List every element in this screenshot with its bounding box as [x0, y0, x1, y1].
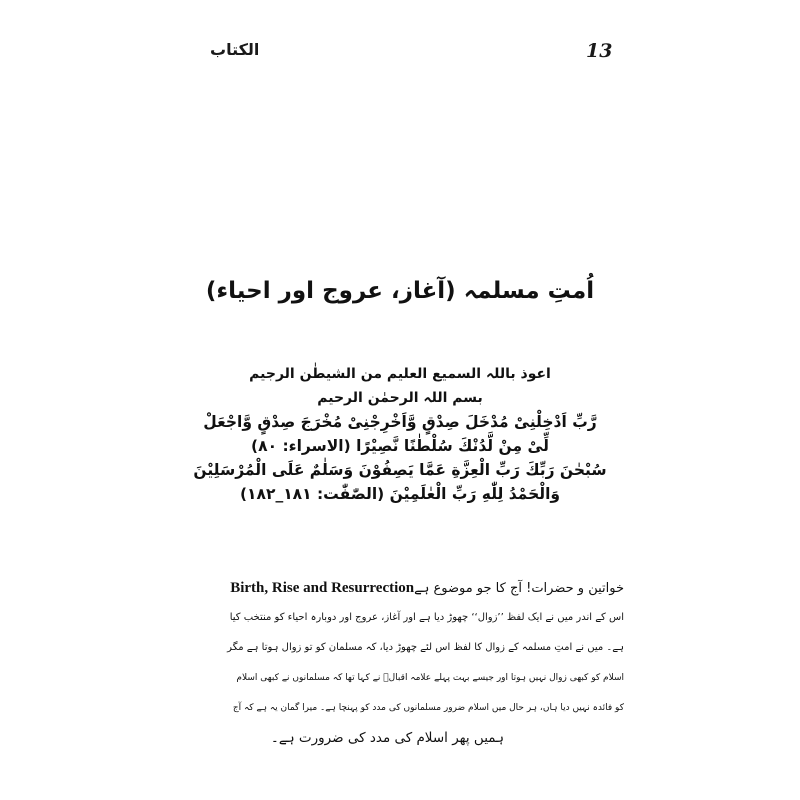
paragraph-line: اسلام کو کبھی زوال نہیں ہوتا اور جیسے بہت پہلے علامہ اقبالؒ نے کہا تھا کہ مسلمانوں نے کبھی اسلام	[236, 673, 624, 683]
paragraph-line: ہے۔ میں نے امتِ مسلمہ کے زوال کا لفظ اس لئے چھوڑ دیا، کہ مسلمان کو تو زوال ہوتا ہے مگر	[227, 642, 624, 653]
verse-line: لِّیْ مِنْ لَّدُنْكَ سُلْطٰنًا نَّصِیْرًا (الاسراء: ۸۰)	[251, 437, 549, 455]
page-number: 13	[586, 40, 613, 62]
taawwuz-line: اعوذ باللہ السمیع العلیم من الشیطٰن الرجیم	[249, 366, 551, 382]
intro-urdu: خواتین و حضرات! آج کا جو موضوع ہے	[414, 581, 624, 596]
paragraph-line: ہمیں پھر اسلام کی مدد کی ضرورت ہے۔	[270, 730, 504, 746]
intro-english-title: Birth, Rise and Resurrection	[230, 580, 415, 596]
verse-line: سُبْحٰنَ رَبِّكَ رَبِّ الْعِزَّةِ عَمَّا یَصِفُوْنَ وَسَلٰمٌ عَلَى الْمُرْسَلِیْنَ	[193, 461, 607, 479]
verse-line: رَّبِّ اَدْخِلْنِیْ مُدْخَلَ صِدْقٍ وَّاَخْرِجْنِیْ مُخْرَجَ صِدْقٍ وَّاجْعَلْ	[203, 413, 597, 431]
verse-line: وَالْحَمْدُ لِلّٰهِ رَبِّ الْعٰلَمِیْنَ (الصّٰفّٰت: ۱۸۱_۱۸۲)	[239, 485, 561, 503]
running-head: الکتاب	[210, 40, 260, 59]
chapter-title: اُمتِ مسلمہ (آغاز، عروج اور احیاء)	[205, 278, 595, 304]
invocation-block	[190, 362, 610, 506]
paragraph-line: کو فائدہ نہیں دیا ہاں، ہر حال میں اسلام ضرور مسلمانوں کی مدد کو پہنچا ہے۔ میرا گمان یہ ہے کہ آج	[232, 703, 624, 713]
body-paragraph	[222, 573, 624, 753]
paragraph-line: اس کے اندر میں نے ایک لفظ ’’زوال‘‘ چھوڑ دیا ہے اور آغاز، عروج اور دوبارہ احیاء کو منتخب کیا	[229, 612, 624, 623]
bismillah-line: بسم اللہ الرحمٰن الرحیم	[317, 390, 483, 406]
paragraph-line	[222, 573, 624, 603]
